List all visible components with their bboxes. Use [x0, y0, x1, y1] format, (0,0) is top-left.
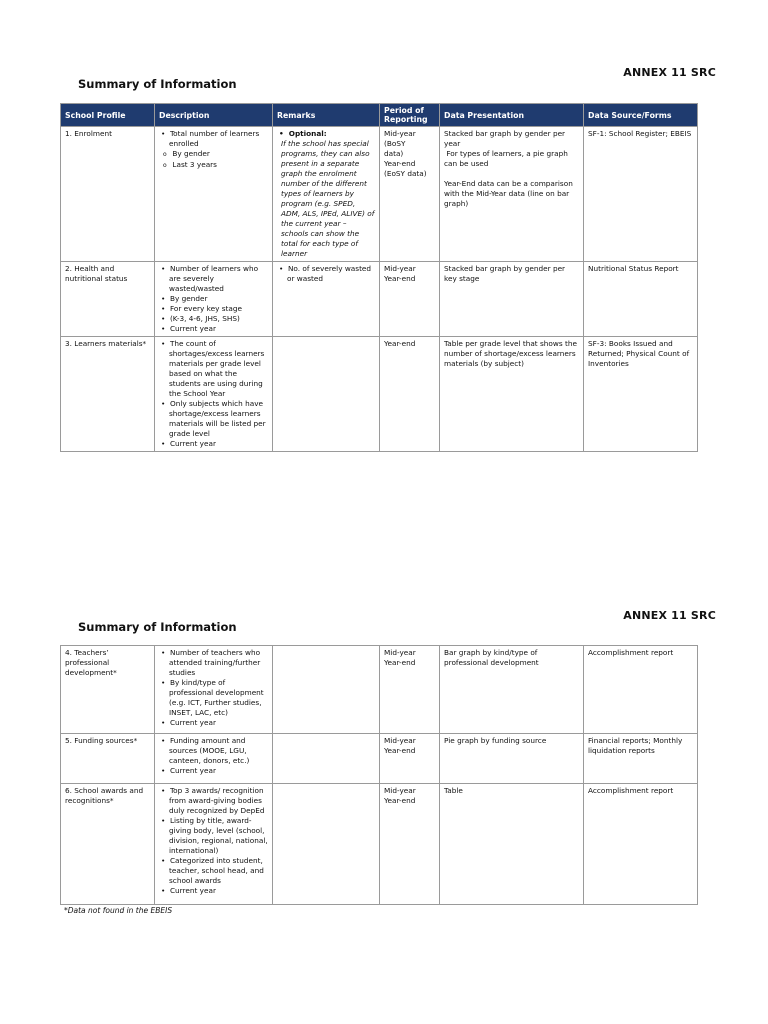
cell-remarks	[273, 262, 380, 337]
header-remarks: Remarks	[273, 104, 380, 127]
list-item: • Current year	[159, 439, 268, 449]
list-item: • Current year	[159, 886, 268, 896]
period-line: Year-end	[384, 658, 416, 667]
cell-presentation: Stacked bar graph by gender per key stage	[440, 262, 584, 337]
list-item: • Total number of learners enrolled	[159, 129, 268, 149]
cell-source: Accomplishment report	[584, 784, 698, 905]
summary-table-2	[60, 645, 698, 905]
list-item: • Only subjects which have shortage/excess learners materials will be listed per grade level	[159, 399, 268, 439]
cell-source: Accomplishment report	[584, 646, 698, 734]
list-item: • The count of shortages/excess learners materials per grade level based on what the students are using during the School Year	[159, 339, 268, 399]
cell-description	[155, 734, 273, 784]
presentation-line: Year-End data can be a comparison with the Mid-Year data (line on bar graph)	[444, 179, 573, 208]
list-item: • Funding amount and sources (MOOE, LGU, canteen, donors, etc.)	[159, 736, 268, 766]
cell-remarks	[273, 646, 380, 734]
cell-profile: 1. Enrolment	[61, 127, 155, 262]
cell-source: Financial reports; Monthly liquidation reports	[584, 734, 698, 784]
presentation-line: Stacked bar graph by gender per year	[444, 129, 566, 148]
cell-period	[380, 784, 440, 905]
cell-presentation: Bar graph by kind/type of professional development	[440, 646, 584, 734]
list-item: • Current year	[159, 766, 268, 776]
table-row	[61, 784, 698, 905]
list-item: • Current year	[159, 718, 268, 728]
cell-presentation: Table	[440, 784, 584, 905]
header-school-profile: School Profile	[61, 104, 155, 127]
period-line: Year-end	[384, 339, 416, 348]
list-item: • Categorized into student, teacher, school head, and school awards	[159, 856, 268, 886]
cell-presentation: Table per grade level that shows the number of shortage/excess learners materials (by subject)	[440, 337, 584, 452]
list-item: • By kind/type of professional development (e.g. ICT, Further studies, INSET, LAC, etc)	[159, 678, 268, 718]
cell-remarks	[273, 734, 380, 784]
list-item: • Number of teachers who attended training/further studies	[159, 648, 268, 678]
list-item: • (K-3, 4-6, JHS, SHS)	[159, 314, 268, 324]
table-header-row	[61, 104, 698, 127]
summary-table-1	[60, 103, 698, 452]
remarks-text: • No. of severely wasted or wasted	[277, 264, 375, 284]
header-period: Period of Reporting	[380, 104, 440, 127]
cell-description	[155, 127, 273, 262]
cell-remarks	[273, 127, 380, 262]
period-line: (BoSY	[384, 139, 406, 148]
cell-profile: 5. Funding sources*	[61, 734, 155, 784]
cell-period	[380, 646, 440, 734]
cell-source: SF-1: School Register; EBEIS	[584, 127, 698, 262]
period-line: Year-end	[384, 274, 416, 283]
header-data-source: Data Source/Forms	[584, 104, 698, 127]
cell-period	[380, 262, 440, 337]
header-description: Description	[155, 104, 273, 127]
period-line: (EoSY data)	[384, 169, 427, 178]
list-item: • Current year	[159, 324, 268, 334]
cell-period	[380, 734, 440, 784]
table-row	[61, 734, 698, 784]
cell-description	[155, 784, 273, 905]
period-line: Mid-year	[384, 736, 416, 745]
table-row	[61, 337, 698, 452]
list-item: o Last 3 years	[159, 160, 268, 171]
period-line: Year-end	[384, 796, 416, 805]
cell-description	[155, 646, 273, 734]
list-item: • Top 3 awards/ recognition from award-giving bodies duly recognized by DepEd	[159, 786, 268, 816]
cell-remarks	[273, 337, 380, 452]
cell-source: SF-3: Books Issued and Returned; Physical Count of Inventories	[584, 337, 698, 452]
annex-label: ANNEX 11 SRC	[623, 66, 716, 79]
table-row	[61, 127, 698, 262]
period-line: Year-end	[384, 746, 416, 755]
period-line: data)	[384, 149, 404, 158]
cell-profile: 4. Teachers’ professional development*	[61, 646, 155, 734]
cell-description	[155, 262, 273, 337]
page-2	[0, 543, 768, 1024]
period-line: Mid-year	[384, 786, 416, 795]
list-item: o By gender	[159, 149, 268, 160]
list-item: • For every key stage	[159, 304, 268, 314]
cell-profile: 2. Health and nutritional status	[61, 262, 155, 337]
period-line: Year-end	[384, 159, 416, 168]
cell-profile: 6. School awards and recognitions*	[61, 784, 155, 905]
cell-profile: 3. Learners materials*	[61, 337, 155, 452]
remarks-label: • Optional:	[277, 129, 375, 139]
period-line: Mid-year	[384, 648, 416, 657]
remarks-text: If the school has special programs, they can also present in a separate graph the enrolment number of the different types of learners by program (e.g. SPED, ADM, ALS, IPEd, ALIVE) of the current year – schools can show the total for each type of learner	[281, 139, 375, 258]
cell-presentation: Pie graph by funding source	[440, 734, 584, 784]
presentation-line: For types of learners, a pie graph can be used	[444, 149, 571, 168]
page-title: Summary of Information	[78, 620, 237, 634]
header-data-presentation: Data Presentation	[440, 104, 584, 127]
annex-label: ANNEX 11 SRC	[623, 609, 716, 622]
footnote: *Data not found in the EBEIS	[64, 906, 173, 915]
list-item: • Number of learners who are severely wasted/wasted	[159, 264, 268, 294]
cell-period	[380, 337, 440, 452]
cell-period	[380, 127, 440, 262]
cell-presentation	[440, 127, 584, 262]
table-row	[61, 262, 698, 337]
list-item: • Listing by title, award-giving body, level (school, division, regional, national, international)	[159, 816, 268, 856]
cell-source: Nutritional Status Report	[584, 262, 698, 337]
table-row	[61, 646, 698, 734]
period-line: Mid-year	[384, 264, 416, 273]
cell-description	[155, 337, 273, 452]
page-title: Summary of Information	[78, 77, 237, 91]
list-item: • By gender	[159, 294, 268, 304]
cell-remarks	[273, 784, 380, 905]
period-line: Mid-year	[384, 129, 416, 138]
